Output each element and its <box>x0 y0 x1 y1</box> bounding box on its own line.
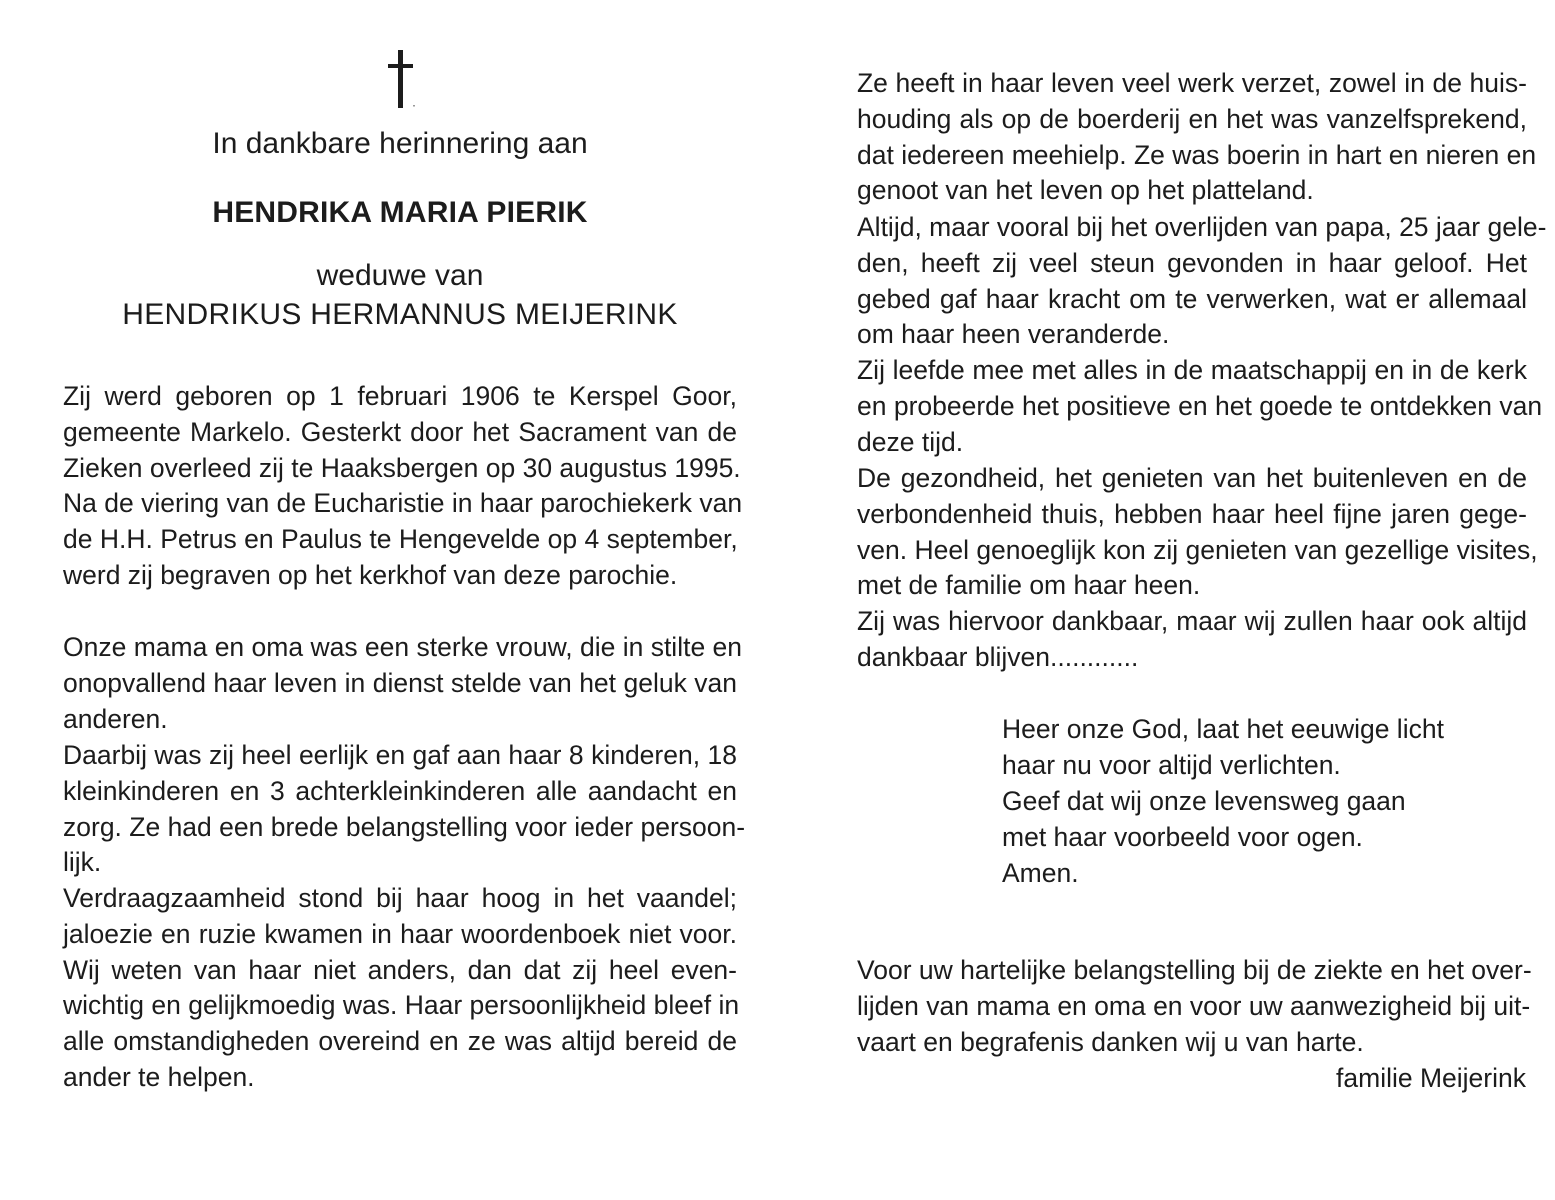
prayer-verse <box>1002 711 1482 891</box>
faith-paragraph <box>857 210 1547 353</box>
text-line: Zij was hiervoor dankbaar, maar wij zullen haar ook altijd <box>857 606 1527 636</box>
prayer-line: Geef dat wij onze levensweg gaan <box>1002 786 1406 816</box>
text-line: Altijd, maar vooral bij het overlijden van papa, 25 jaar gele- <box>857 212 1547 242</box>
text-line: Wij weten van haar niet anders, dan dat zij heel even- <box>63 954 737 985</box>
text-line: Voor uw hartelijke belangstelling bij de ziekte en het over- <box>857 955 1532 985</box>
prayer-line: Amen. <box>1002 858 1079 888</box>
text-line: Onze mama en oma was een sterke vrouw, die in stilte en <box>63 632 743 662</box>
text-line: Zij werd geboren op 1 februari 1906 te Kerspel Goor, <box>63 381 737 411</box>
character-paragraph <box>63 630 743 737</box>
text-line: houding als op de boerderij en het was vanzelfsprekend, <box>857 103 1527 134</box>
prayer-line: Heer onze God, laat het eeuwige licht <box>1002 714 1444 744</box>
thanks-paragraph <box>857 953 1532 1060</box>
text-line: De gezondheid, het genieten van het buitenleven en de <box>857 463 1527 493</box>
text-line: Daarbij was zij heel eerlijk en gaf aan haar 8 kinderen, 18 <box>63 740 737 770</box>
text-line: kleinkinderen en 3 achterkleinkinderen alle aandacht en <box>63 775 737 806</box>
text-line: deze tijd. <box>857 426 964 457</box>
text-line: zorg. Ze had een brede belangstelling voor ieder persoon- <box>63 811 746 842</box>
text-line: gebed gaf haar kracht om te verwerken, wat er allemaal <box>857 283 1527 314</box>
society-paragraph <box>857 353 1543 460</box>
work-paragraph <box>857 66 1537 209</box>
health-paragraph <box>857 461 1538 604</box>
birth-paragraph <box>63 379 743 594</box>
text-line: lijk. <box>63 847 102 878</box>
text-line: ander te helpen. <box>63 1061 255 1092</box>
text-line: dankbaar blijven............ <box>857 641 1139 672</box>
family-paragraph <box>63 738 746 881</box>
text-line: ven. Heel genoeglijk kon zij genieten van gezellige visites, <box>857 534 1538 565</box>
deceased-name: HENDRIKA MARIA PIERIK <box>212 196 588 229</box>
text-line: dat iedereen meehielp. Ze was boerin in hart en nieren en <box>857 139 1537 170</box>
widow-of-text: weduwe van <box>316 259 484 292</box>
text-line: werd zij begraven op het kerkhof van deze parochie. <box>63 559 678 590</box>
cross-icon <box>386 50 416 112</box>
prayer-line: met haar voorbeeld voor ogen. <box>1002 822 1363 852</box>
text-line: onopvallend haar leven in dienst stelde van het geluk van <box>63 667 737 698</box>
text-line: Zij leefde mee met alles in de maatschappij en in de kerk <box>857 355 1527 385</box>
text-line: wichtig en gelijkmoedig was. Haar persoonlijkheid bleef in <box>63 990 740 1021</box>
family-signature: familie Meijerink <box>1336 1063 1526 1093</box>
tolerance-paragraph <box>63 881 740 1096</box>
prayer-line: haar nu voor altijd verlichten. <box>1002 750 1341 780</box>
text-line: vaart en begrafenis danken wij u van harte. <box>857 1026 1364 1057</box>
spouse-name: HENDRIKUS HERMANNUS MEIJERINK <box>122 298 678 331</box>
text-line: Na de viering van de Eucharistie in haar parochiekerk van <box>63 488 743 519</box>
grateful-paragraph <box>857 604 1527 676</box>
text-line: en probeerde het positieve en het goede te ontdekken van <box>857 390 1543 421</box>
intro-text: In dankbare herinnering aan <box>212 127 588 160</box>
text-line: Verdraagzaamheid stond bij haar hoog in het vaandel; <box>63 883 737 913</box>
text-line: anderen. <box>63 703 168 734</box>
text-line: Ze heeft in haar leven veel werk verzet, zowel in de huis- <box>857 68 1527 98</box>
text-line: alle omstandigheden overeind en ze was altijd bereid de <box>63 1026 737 1057</box>
text-line: Zieken overleed zij te Haaksbergen op 30 augustus 1995. <box>63 452 741 483</box>
text-line: met de familie om haar heen. <box>857 570 1201 601</box>
text-line: lijden van mama en oma en voor uw aanwezigheid bij uit- <box>857 990 1531 1021</box>
text-line: de H.H. Petrus en Paulus te Hengevelde op 4 september, <box>63 524 738 555</box>
text-line: om haar heen veranderde. <box>857 319 1170 350</box>
text-line: gemeente Markelo. Gesterkt door het Sacrament van de <box>63 416 737 447</box>
text-line: verbondenheid thuis, hebben haar heel fijne jaren gege- <box>857 498 1527 529</box>
text-line: den, heeft zij veel steun gevonden in haar geloof. Het <box>857 247 1527 278</box>
text-line: jaloezie en ruzie kwamen in haar woordenboek niet voor. <box>63 918 737 949</box>
text-line: genoot van het leven op het platteland. <box>857 175 1314 206</box>
